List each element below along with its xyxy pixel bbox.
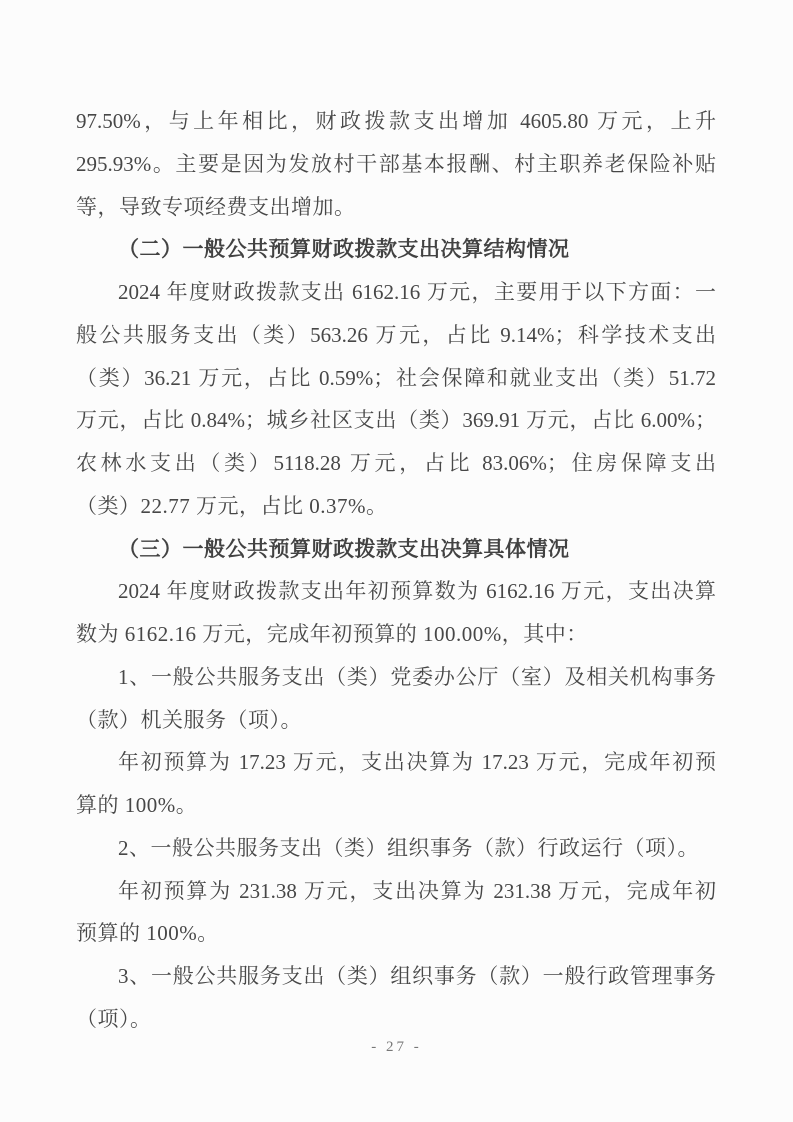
text-line: （类）22.77 万元，占比 0.37%。 bbox=[76, 493, 388, 518]
text-line: （项）。 bbox=[76, 1006, 152, 1031]
text-line: 数为 6162.16 万元，完成年初预算的 100.00%，其中： bbox=[76, 622, 588, 646]
list-item-2-line: 2、一般公共服务支出（类）组织事务（款）行政运行（项）。 bbox=[118, 835, 699, 860]
text-line: （款）机关服务（项）。 bbox=[76, 707, 302, 732]
text-line: 算的 100%。 bbox=[76, 793, 198, 817]
page-number: - 27 - bbox=[371, 1039, 422, 1055]
text-line: 295.93%。主要是因为发放村干部基本报酬、村主职养老保险补贴 bbox=[76, 151, 716, 176]
list-item-3-line: 3、一般公共服务支出（类）组织事务（款）一般行政管理事务 bbox=[118, 964, 716, 988]
list-item-1-line: 1、一般公共服务支出（类）党委办公厅（室）及相关机构事务 bbox=[118, 664, 716, 689]
text-line: 农林水支出（类）5118.28 万元，占比 83.06%；住房保障支出 bbox=[76, 451, 716, 475]
text-line: 2024 年度财政拨款支出 6162.16 万元，主要用于以下方面：一 bbox=[118, 280, 716, 304]
text-line: 预算的 100%。 bbox=[76, 921, 219, 946]
text-line: 等，导致专项经费支出增加。 bbox=[76, 194, 356, 219]
text-line: 年初预算为 17.23 万元，支出决算为 17.23 万元，完成年初预 bbox=[118, 750, 716, 775]
section-heading-2: （二）一般公共预算财政拨款支出决算结构情况 bbox=[118, 237, 570, 262]
document-body bbox=[76, 100, 716, 1041]
text-line: 97.50%，与上年相比，财政拨款支出增加 4605.80 万元，上升 bbox=[76, 109, 716, 133]
text-line: 年初预算为 231.38 万元，支出决算为 231.38 万元，完成年初 bbox=[118, 878, 716, 903]
text-line: 般公共服务支出（类）563.26 万元，占比 9.14%；科学技术支出 bbox=[76, 322, 716, 347]
text-line: （类）36.21 万元，占比 0.59%；社会保障和就业支出（类）51.72 bbox=[76, 365, 716, 390]
text-line: 2024 年度财政拨款支出年初预算数为 6162.16 万元，支出决算 bbox=[118, 579, 716, 604]
text-line: 万元，占比 0.84%；城乡社区支出（类）369.91 万元，占比 6.00%； bbox=[76, 408, 716, 433]
section-heading-3: （三）一般公共预算财政拨款支出决算具体情况 bbox=[118, 536, 570, 561]
